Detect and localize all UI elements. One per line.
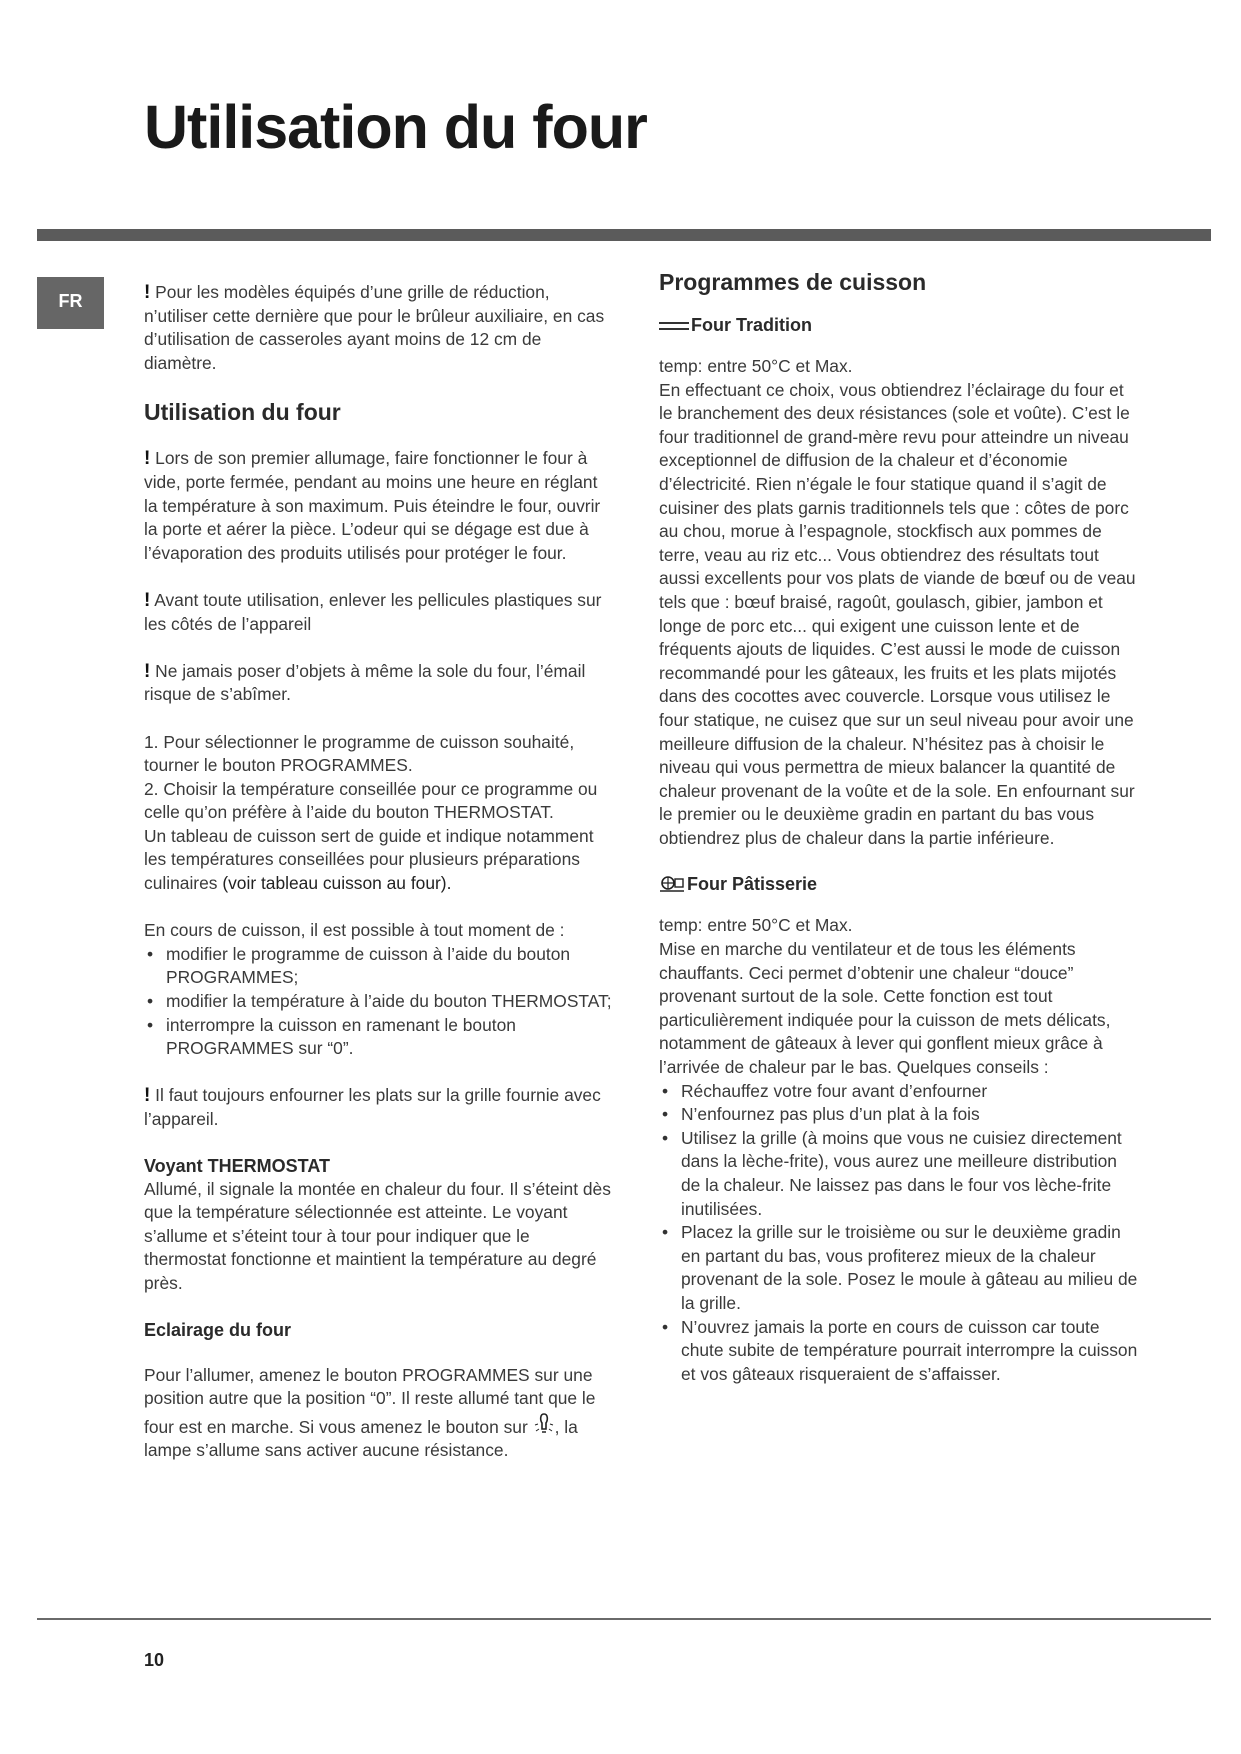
oven-light-text: Pour l’allumer, amenez le bouton PROGRAMMES sur une position autre que la position “0”. Il reste allumé tant que le four est en marche. Si vous amenez le bouton sur , la lampe s’allume sans activer aucune résistance. xyxy=(144,1364,596,1461)
top-bottom-heat-icon xyxy=(659,322,689,330)
language-tab: FR xyxy=(37,277,104,329)
note-first-use: ! Lors de son premier allumage, faire fonctionner le four à vide, porte fermée, pendant au moins une heure en réglant la température à son maximum. Puis éteindre le four, ouvrir la porte et aérer la pièce. L’odeur qui se dégage est due à l’évaporation des produits utilisés pour protéger le four. xyxy=(144,448,601,563)
page-number: 10 xyxy=(144,1650,165,1670)
voyant-thermostat-text: Allumé, il signale la montée en chaleur du four. Il s’éteint dès que la température sélectionnée est atteinte. Le voyant s’allume et s’éteint tour à tour pour indiquer que le thermostat fonctionne et maintient la température au degré près. xyxy=(144,1178,611,1293)
program-patisserie-title: Four Pâtisserie xyxy=(659,872,1141,896)
footer-divider xyxy=(37,1618,1211,1620)
during-cooking-list xyxy=(144,943,614,1061)
list-item: • modifier le programme de cuisson à l’aide du bouton PROGRAMMES; xyxy=(144,943,614,990)
warning-mark-icon: ! xyxy=(144,1085,151,1107)
warning-mark-icon: ! xyxy=(144,660,151,682)
note-plastic-films: ! Avant toute utilisation, enlever les pellicules plastiques sur les côtés de l’appareil xyxy=(144,589,602,634)
list-item: • modifier la température à l’aide du bouton THERMOSTAT; xyxy=(144,990,614,1014)
step-1: 1. Pour sélectionner le programme de cuisson souhaité, tourner le bouton PROGRAMMES. xyxy=(144,731,575,776)
warning-mark-icon: ! xyxy=(144,589,151,611)
section-heading-programs: Programmes de cuisson xyxy=(659,269,927,295)
patisserie-tips-list xyxy=(659,1080,1141,1387)
during-cooking-intro: En cours de cuisson, il est possible à tout moment de : xyxy=(144,920,565,941)
program-patisserie-text: Mise en marche du ventilateur et de tous les éléments chauffants. Ceci permet d’obtenir une chaleur “douce” provenant surtout de la sole. Cette fonction est tout particulièrement indiquée pour la cuisson de mets délicats, notamment de gâteaux à lever qui gonflent mieux grâce à l’arrivée de chaleur par le bas. Quelques conseils : xyxy=(659,939,1111,1078)
header-divider xyxy=(37,229,1211,241)
left-column xyxy=(144,281,614,1463)
cooking-table-reference: (voir tableau cuisson au four). xyxy=(222,873,452,894)
section-heading-oven-use: Utilisation du four xyxy=(144,399,341,426)
right-column xyxy=(659,267,1141,1386)
voyant-thermostat-title: Voyant THERMOSTAT xyxy=(144,1155,330,1176)
note-grid: ! Il faut toujours enfourner les plats sur la grille fournie avec l’appareil. xyxy=(144,1085,601,1129)
program-tradition-text: En effectuant ce choix, vous obtiendrez l’éclairage du four et le branchement des deux résistances (sole et voûte). C’est le four traditionnel de grand-mère revu pour atteindre un niveau exceptionnel de diffusion de la chaleur et d’économie d’électricité. Rien n’égale le four statique quand il s’agit de cuisiner des plats garnis traditionnels tels que : côtes de porc au chou, morue à l’espagnole, stockfisch aux pommes de terre, veau au riz etc... Vous obtiendrez des résultats tout aussi excellents pour vos plats de viande de bœuf ou de veau tels que : bœuf braisé, ragoût, goulasch, gibier, jambon et longe de porc etc... qui exigent une cuisson lente et de fréquents ajouts de liquides. C’est aussi le mode de cuisson recommandé pour les gâteaux, les fruits et les plats mijotés dans des cocottes avec couvercle. Lorsque vous utilisez le four statique, ne cuisez que sur un seul niveau pour avoir une meilleure diffusion de la chaleur. N’hésitez pas à choisir le niveau qui vous permettra de mieux balancer la quantité de chaleur provenant de la voûte et de la sole. En enfournant sur le premier ou le deuxième gradin en partant du bas vous obtiendrez plus de chaleur dans la partie inférieure. xyxy=(659,379,1136,848)
warning-mark-icon: ! xyxy=(144,448,151,470)
note-oven-floor: ! Ne jamais poser d’objets à même la sole du four, l’émail risque de s’abîmer. xyxy=(144,660,586,705)
step-2: 2. Choisir la température conseillée pour ce programme ou celle qu’on préfère à l’aide du bouton THERMOSTAT. xyxy=(144,778,598,823)
list-item: • N’enfournez pas plus d’un plat à la fois xyxy=(659,1103,1141,1127)
list-item: • Utilisez la grille (à moins que vous ne cuisiez directement dans la lèche-frite), vous aurez une meilleure distribution de la chaleur. Ne laissez pas dans le four vos lèche-frite inutilisées. xyxy=(659,1127,1141,1221)
oven-light-title: Eclairage du four xyxy=(144,1319,292,1340)
cooking-table-note: Un tableau de cuisson sert de guide et indique notamment les températures conseillées pour plusieurs préparations culinaires (voir tableau cuisson au four). xyxy=(144,825,594,894)
list-item: • Réchauffez votre four avant d’enfourner xyxy=(659,1080,1141,1104)
program-tradition-title: Four Tradition xyxy=(659,313,1141,337)
fan-bottom-heat-icon xyxy=(659,875,685,893)
page-title: Utilisation du four xyxy=(144,93,647,161)
lamp-icon xyxy=(533,1411,555,1437)
list-item: • Placez la grille sur le troisième ou sur le deuxième gradin en partant du bas, vous profiterez mieux de la chaleur provenant de la sole. Posez le moule à gâteau au milieu de la grille. xyxy=(659,1221,1141,1315)
list-item: • interrompre la cuisson en ramenant le bouton PROGRAMMES sur “0”. xyxy=(144,1014,614,1061)
program-patisserie-temp: temp: entre 50°C et Max. xyxy=(659,915,853,936)
list-item: • N’ouvrez jamais la porte en cours de cuisson car toute chute subite de température pourrait interrompre la cuisson et vos gâteaux risqueraient de s’affaisser. xyxy=(659,1316,1141,1387)
note-reduction-grid: ! Pour les modèles équipés d’une grille de réduction, n’utiliser cette dernière que pour le brûleur auxiliaire, en cas d’utilisation de casseroles ayant moins de 12 cm de diamètre. xyxy=(144,282,605,373)
warning-mark-icon: ! xyxy=(144,282,151,303)
program-tradition-temp: temp: entre 50°C et Max. xyxy=(659,356,853,376)
